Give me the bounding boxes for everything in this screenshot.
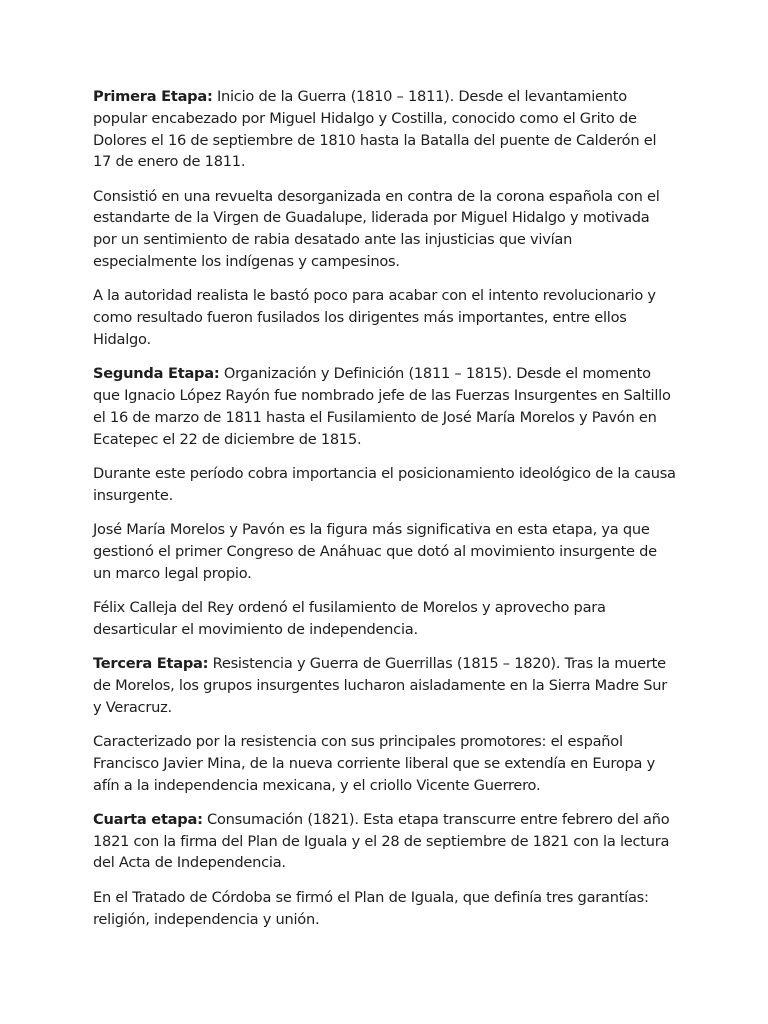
paragraph-text: Consistió en una revuelta desorganizada en contra de la corona española con el estandarte de la Virgen de Guadalupe, liderada por Miguel Hidalgo y motivada por un sentimiento de rabia desatado ante las injusticias que vivían especialmente los indígenas y campesinos. (93, 187, 660, 271)
paragraph-lead: Cuarta etapa: (93, 810, 203, 828)
paragraph (93, 731, 677, 796)
paragraph-lead: Primera Etapa: (93, 88, 213, 105)
paragraph-text: Félix Calleja del Rey ordenó el fusilamiento de Morelos y aprovecho para desarticular el movimiento de independencia. (93, 598, 606, 638)
paragraph (93, 597, 677, 641)
paragraph-text: Caracterizado por la resistencia con sus principales promotores: el español Francisco Javier Mina, de la nueva corriente liberal que se extendía en Europa y afín a la independencia mexicana, y el criollo Vicente Guerrero. (93, 732, 655, 794)
paragraph-text: Organización y Definición (1811 – 1815). Desde el momento que Ignacio López Rayón fue nombrado jefe de las Fuerzas Insurgentes en Saltillo el 16 de marzo de 1811 hasta el Fusilamiento de José María Morelos y Pavón en Ecatepec el 22 de diciembre de 1815. (93, 365, 671, 448)
paragraph-cuarta-etapa (93, 809, 677, 874)
paragraph-primera-etapa (93, 86, 677, 173)
paragraph-text: A la autoridad realista le bastó poco para acabar con el intento revolucionario y como resultado fueron fusilados los dirigentes más importantes, entre ellos Hidalgo. (93, 287, 656, 348)
paragraph-text: José María Morelos y Pavón es la figura más significativa en esta etapa, ya que gestionó el primer Congreso de Anáhuac que dotó al movimiento insurgente de un marco legal propio. (93, 521, 657, 582)
paragraph-text: Inicio de la Guerra (1810 – 1811). Desde el levantamiento popular encabezado por Miguel Hidalgo y Costilla, conocido como el Grito de Dolores el 16 de septiembre de 1810 hasta la Batalla del puente de Calderón el 17 de enero de 1811. (93, 88, 657, 171)
paragraph-segunda-etapa (93, 363, 677, 450)
paragraph (93, 285, 677, 350)
paragraph-tercera-etapa (93, 653, 677, 718)
paragraph (93, 887, 677, 931)
paragraph-text: Consumación (1821). Esta etapa transcurre entre febrero del año 1821 con la firma del Plan de Iguala y el 28 de septiembre de 1821 con la lectura del Acta de Independencia. (93, 810, 670, 872)
paragraph (93, 463, 677, 507)
paragraph-text: Resistencia y Guerra de Guerrillas (1815 – 1820). Tras la muerte de Morelos, los grupos insurgentes lucharon aisladamente en la Sierra Madre Sur y Veracruz. (93, 655, 668, 716)
document-page (93, 86, 677, 943)
paragraph-lead: Segunda Etapa: (93, 365, 220, 383)
paragraph-text: En el Tratado de Córdoba se firmó el Plan de Iguala, que definía tres garantías: religión, independencia y unión. (93, 888, 649, 928)
paragraph-text: Durante este período cobra importancia el posicionamiento ideológico de la causa insurgente. (93, 464, 676, 504)
paragraph (93, 186, 677, 273)
paragraph (93, 519, 677, 584)
paragraph-lead: Tercera Etapa: (93, 655, 209, 673)
